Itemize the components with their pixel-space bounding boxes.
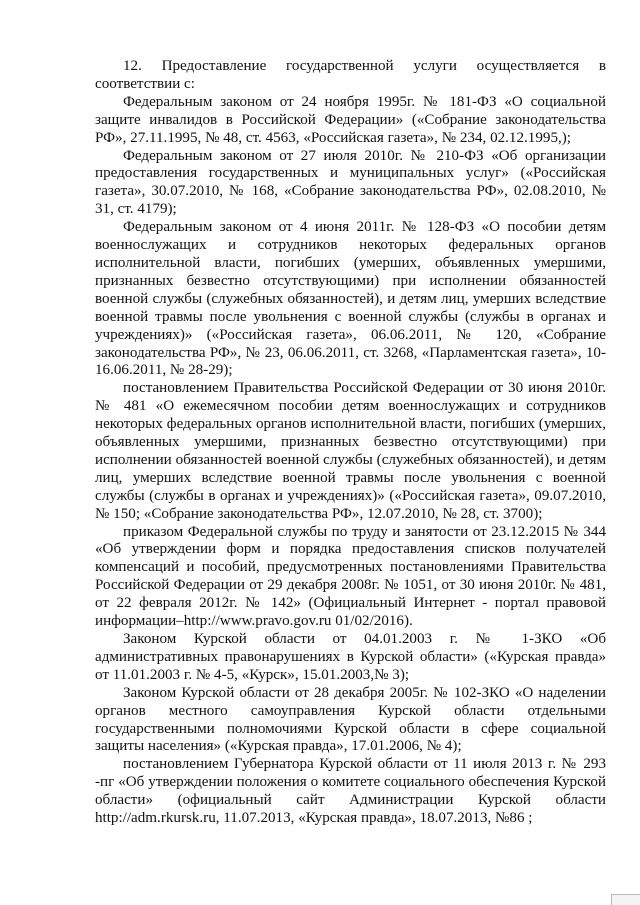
paragraph-law-128-fz: Федеральным законом от 4 июня 2011г. № 128-ФЗ «О пособии детям военнослужащих и сотрудников некоторых федеральных органов исполнительной власти, погибших (умерших, объявленных умершими, признанных безвестно отсутствующими) при исполнении обязанностей военной службы (служебных обязанностей), и детям лиц, умерших вследствие военной травмы после увольнения с военной службы (службы в органах и учреждениях)» («Российская газета», 06.06.2011, № 120, «Собрание законодательства РФ», № 23, 06.06.2011, ст. 3268, «Парламентская газета», 10-16.06.2011, № 28-29);: [95, 219, 606, 379]
paragraph-law-181-fz: Федеральным законом от 24 ноября 1995г. № 181-ФЗ «О социальной защите инвалидов в Российской Федерации» («Собрание законодательства РФ», 27.11.1995, № 48, ст. 4563, «Российская газета», № 234, 02.12.1995,);: [95, 93, 606, 146]
paragraph-kursk-law-102-zko: Законом Курской области от 28 декабря 2005г. № 102-ЗКО «О наделении органов местного самоуправления Курской области отдельными государственными полномочиями Курской области в сфере социальной защиты населения» («Курская правда», 17.01.2006, № 4);: [95, 684, 606, 755]
scan-edge-mark: [611, 894, 640, 905]
paragraph-kursk-law-1-zko: Законом Курской области от 04.01.2003 г. № 1-ЗКО «Об административных правонарушениях в Курской области» («Курская правда» от 11.01.2003 г. № 4-5, «Курск», 15.01.2003,№ 3);: [95, 631, 606, 683]
paragraph-law-210-fz: Федеральным законом от 27 июля 2010г. № 210-ФЗ «Об организации предоставления государственных и муниципальных услуг» («Российская газета», 30.07.2010, № 168, «Собрание законодательства РФ», 02.08.2010, № 31, ст. 4179);: [95, 147, 606, 218]
paragraph-resolution-481: постановлением Правительства Российской Федерации от 30 июня 2010г. № 481 «О ежемесячном пособии детям военнослужащих и сотрудников некоторых федеральных органов исполнительной власти, погибших (умерших, объявленных умершими, признанных безвестно отсутствующими) при исполнении обязанностей военной службы (служебных обязанностей), и детям лиц, умерших вследствие военной травмы после увольнения с военной службы (службы в органах и учреждениях)» («Российская газета», 09.07.2010, № 150; «Собрание законодательства РФ», 12.07.2010, № 28, ст. 3700);: [95, 380, 606, 522]
paragraph-order-344: приказом Федеральной службы по труду и занятости от 23.12.2015 № 344 «Об утверждении форм и порядка предоставления списков получателей компенсаций и пособий, предусмотренных постановлениями Правительства Российской Федерации от 29 декабря 2008г. № 1051, от 30 июня 2010г. № 481, от 22 февраля 2012г. № 142» (Официальный Интернет - портал правовой информации–http://www.pravo.gov.ru 01/02/2016).: [95, 523, 606, 630]
paragraph-governor-resolution-293: постановлением Губернатора Курской области от 11 июля 2013 г. № 293 -пг «Об утверждении положения о комитете социального обеспечения Курской области» (официальный сайт Администрации Курской области http://adm.rkursk.ru, 11.07.2013, «Курская правда», 18.07.2013, №86 ;: [95, 756, 606, 827]
paragraph-intro: 12. Предоставление государственной услуги осуществляется в соответствии с:: [95, 58, 606, 92]
